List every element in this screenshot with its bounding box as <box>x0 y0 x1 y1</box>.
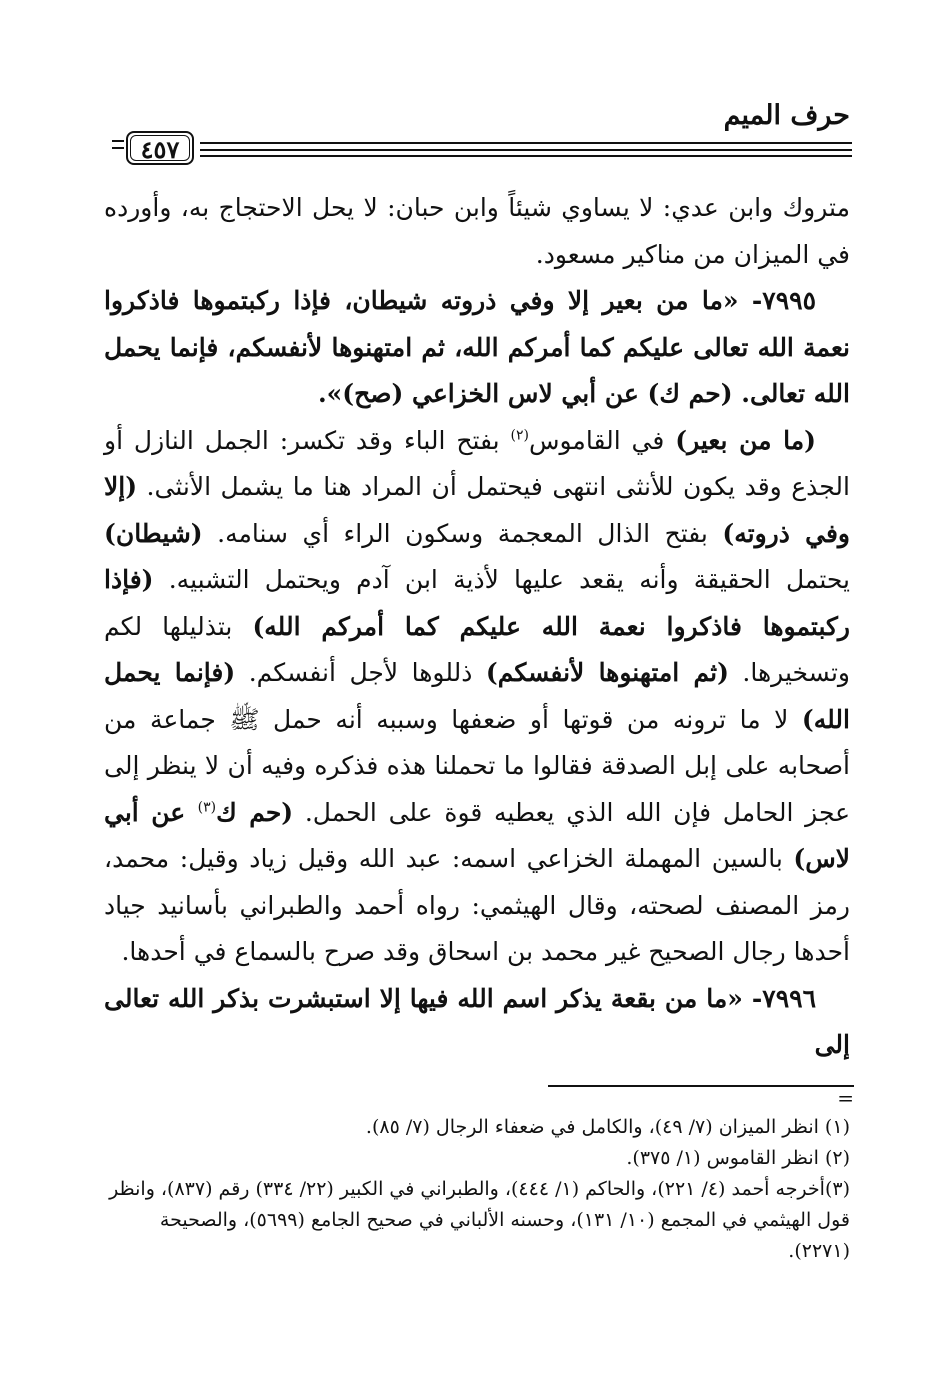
footnote-ref[interactable]: (٢) <box>510 427 529 444</box>
header-rule <box>200 142 852 144</box>
footnote-2: (٢) انظر القاموس (١/ ٣٧٥). <box>626 1147 850 1169</box>
hadith-7995: ٧٩٩٥- «ما من بعير إلا وفي ذروته شيطان، فإذا ركبتموها فاذكروا نعمة الله تعالى عليكم كما أمركم الله، ثم امتهنوها لأنفسكم، فإنما يحمل الله تعالى. (حم ك) عن أبي لاس الخزاعي (صح)». <box>104 286 850 408</box>
chapter-title: حرف الميم <box>723 100 850 131</box>
quoted-phrase: (حم ك <box>216 797 294 827</box>
header-ornament <box>112 147 124 149</box>
hadith-7996: ٧٩٩٦- «ما من بقعة يذكر اسم الله فيها إلا استبشرت بذكر الله تعالى إلى <box>104 983 850 1059</box>
page-number-frame <box>126 131 194 165</box>
footnote-continuation-mark: = <box>837 1086 854 1110</box>
footnote-ref[interactable]: (٣) <box>197 799 217 816</box>
page-number: ٤٥٧ <box>140 135 180 164</box>
quoted-phrase: (ثم امتهنوها لأنفسكم) <box>485 658 729 687</box>
commentary-text: بفتح الذال المعجمة وسكون الراء أي سنامه. <box>202 518 723 548</box>
main-text <box>104 185 850 1069</box>
quoted-phrase: (إلا وفي ذروته) <box>104 472 850 548</box>
footnote-3: (٣)أخرجه أحمد (٤/ ٢٢١)، والحاكم (١/ ٤٤٤)، والطبراني في الكبير (٢٢/ ٣٣٤) رقم (٨٣٧)، وانظر قول الهيثمي في المجمع (١٠/ ١٣١)، وحسنه الألباني في صحيح الجامع (٥٦٩٩)، والصحيحة (٢٢٧١). <box>109 1178 850 1262</box>
commentary-text: لا ما ترونه من قوتها أو ضعفها وسببه أنه حمل ﷺ جماعة من أصحابه على إبل الصدقة فقالوا ما تحملنا هذه فذكره وفيه أن لا ينظر إلى عجز الحامل فإن الله الذي يعطيه قوة على الحمل. <box>104 704 850 827</box>
commentary-text: بالسين المهملة الخزاعي اسمه: عبد الله وقيل زياد وقيل: محمد، رمز المصنف لصحته، وقال الهيثمي: رواه أحمد والطبراني بأسانيد جياد أحدها رجال الصحيح غير محمد بن اسحاق وقد صرح بالسماع في أحدها. <box>104 844 850 966</box>
commentary-text: ذللوها لأجل أنفسكم. <box>235 658 486 687</box>
commentary-text: بفتح الباء وقد تكسر: الجمل النازل أو الجذع وقد يكون للأنثى انتهى فيحتمل أن المراد هنا ما يشمل الأنثى. <box>104 425 850 501</box>
quoted-phrase: (ما من بعير) <box>675 425 816 455</box>
header-rule <box>200 155 852 157</box>
commentary-text: يحتمل الحقيقة وأنه يقعد عليها لأذية ابن آدم ويحتمل التشبيه. <box>153 565 850 594</box>
header-rule <box>200 149 852 151</box>
quoted-phrase: (فإنما يحمل الله) <box>104 658 850 734</box>
paragraph-continuation: متروك وابن عدي: لا يساوي شيئاً وابن حبان: لا يحل الاحتجاج به، وأورده في الميزان من مناكير مسعود. <box>104 193 850 269</box>
footnote-separator <box>548 1085 854 1087</box>
quoted-phrase: عن أبي لاس) <box>104 797 850 873</box>
commentary-text: في القاموس <box>529 425 676 455</box>
commentary-text: بتذليلها لكم وتسخيرها. <box>104 611 850 687</box>
quoted-phrase: (شيطان) <box>104 518 203 548</box>
quoted-phrase: (فإذا ركبتموها فاذكروا نعمة الله عليكم كما أمركم الله) <box>104 565 850 641</box>
header-ornament <box>112 140 124 142</box>
commentary-paragraph <box>104 418 850 976</box>
footnotes <box>104 1112 850 1267</box>
footnote-1: (١) انظر الميزان (٧/ ٤٩)، والكامل في ضعفاء الرجال (٧/ ٨٥). <box>365 1116 850 1138</box>
